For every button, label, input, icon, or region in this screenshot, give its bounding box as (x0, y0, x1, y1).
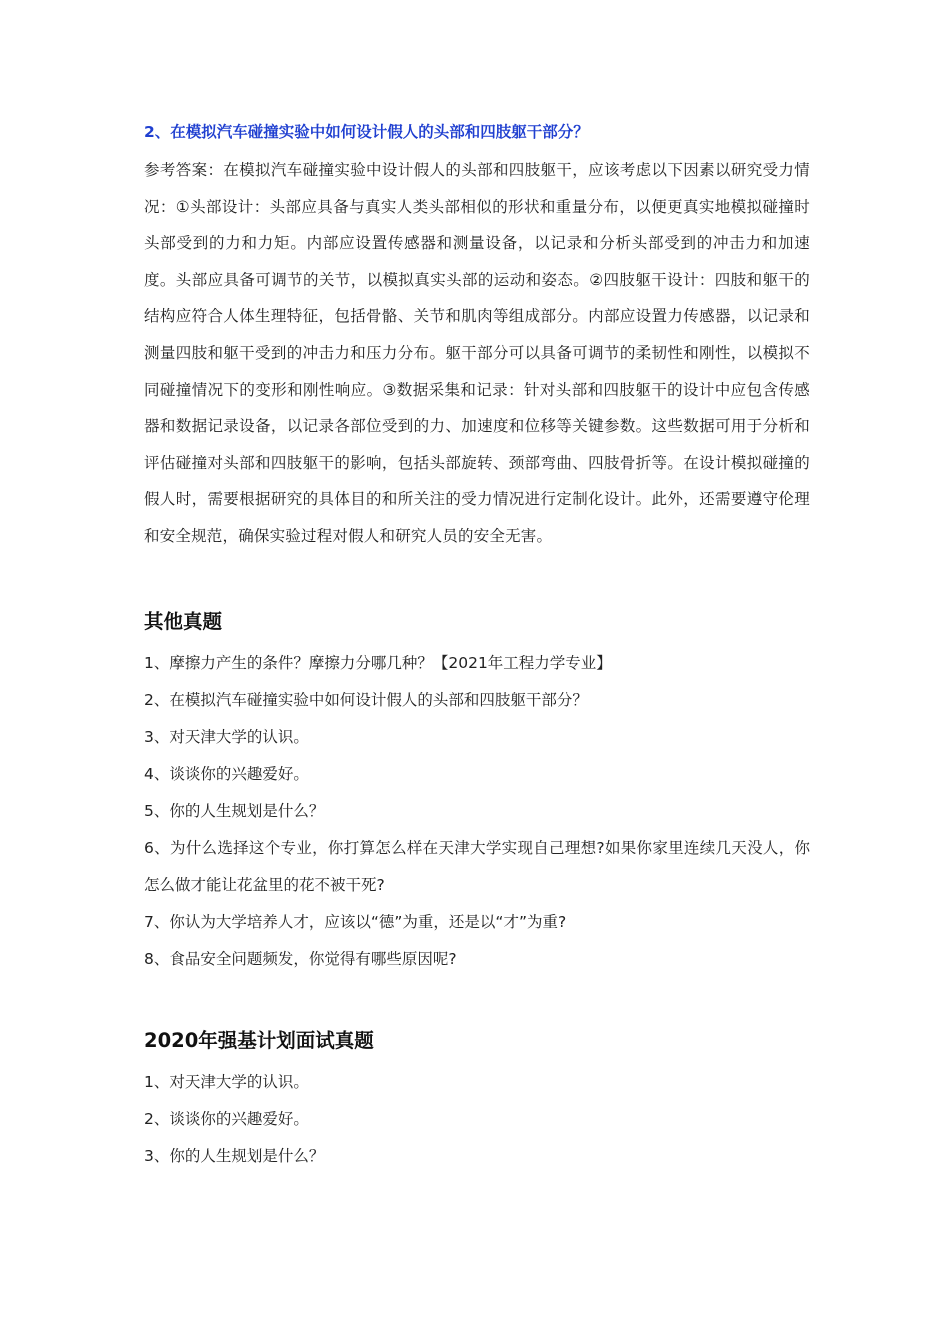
list-item: 1、对天津大学的认识。 (144, 1072, 309, 1091)
other-questions-list (144, 645, 810, 978)
section-heading-other: 其他真题 (144, 609, 223, 633)
list-item: 8、食品安全问题频发，你觉得有哪些原因呢? (144, 949, 457, 968)
list-item: 2、在模拟汽车碰撞实验中如何设计假人的头部和四肢躯干部分？ (144, 690, 588, 709)
list-item: 5、你的人生规划是什么？ (144, 801, 325, 820)
list-item: 4、谈谈你的兴趣爱好。 (144, 764, 309, 783)
list-item: 3、对天津大学的认识。 (144, 727, 309, 746)
reference-answer: 参考答案：在模拟汽车碰撞实验中设计假人的头部和四肢躯干，应该考虑以下因素以研究受力情况：①头部设计：头部应具备与真实人类头部相似的形状和重量分布，以便更真实地模拟碰撞时头部受到的力和力矩。内部应设置传感器和测量设备，以记录和分析头部受到的冲击力和加速度。头部应具备可调节的关节，以模拟真实头部的运动和姿态。②四肢躯干设计：四肢和躯干的结构应符合人体生理特征，包括骨骼、关节和肌肉等组成部分。内部应设置力传感器，以记录和测量四肢和躯干受到的冲击力和压力分布。躯干部分可以具备可调节的柔韧性和刚性，以模拟不同碰撞情况下的变形和刚性响应。③数据采集和记录：针对头部和四肢躯干的设计中应包含传感器和数据记录设备，以记录各部位受到的力、加速度和位移等关键参数。这些数据可用于分析和评估碰撞对头部和四肢躯干的影响，包括头部旋转、颈部弯曲、四肢骨折等。在设计模拟碰撞的假人时，需要根据研究的具体目的和所关注的受力情况进行定制化设计。此外，还需要遵守伦理和安全规范，确保实验过程对假人和研究人员的安全无害。 (144, 161, 810, 545)
section-heading-2020: 2020年强基计划面试真题 (144, 1028, 374, 1052)
list-item: 1、摩擦力产生的条件？摩擦力分哪几种？【2021年工程力学专业】 (144, 653, 612, 672)
list-item: 3、你的人生规划是什么？ (144, 1146, 325, 1165)
list-item: 6、为什么选择这个专业，你打算怎么样在天津大学实现自己理想?如果你家里连续几天没人，你怎么做才能让花盆里的花不被干死? (144, 838, 810, 894)
list-item: 7、你认为大学培养人才，应该以“德”为重，还是以“才”为重? (144, 912, 567, 931)
list-item: 2、谈谈你的兴趣爱好。 (144, 1109, 309, 1128)
questions-2020-list (144, 1064, 810, 1175)
question-title: 2、在模拟汽车碰撞实验中如何设计假人的头部和四肢躯干部分？ (144, 123, 589, 141)
